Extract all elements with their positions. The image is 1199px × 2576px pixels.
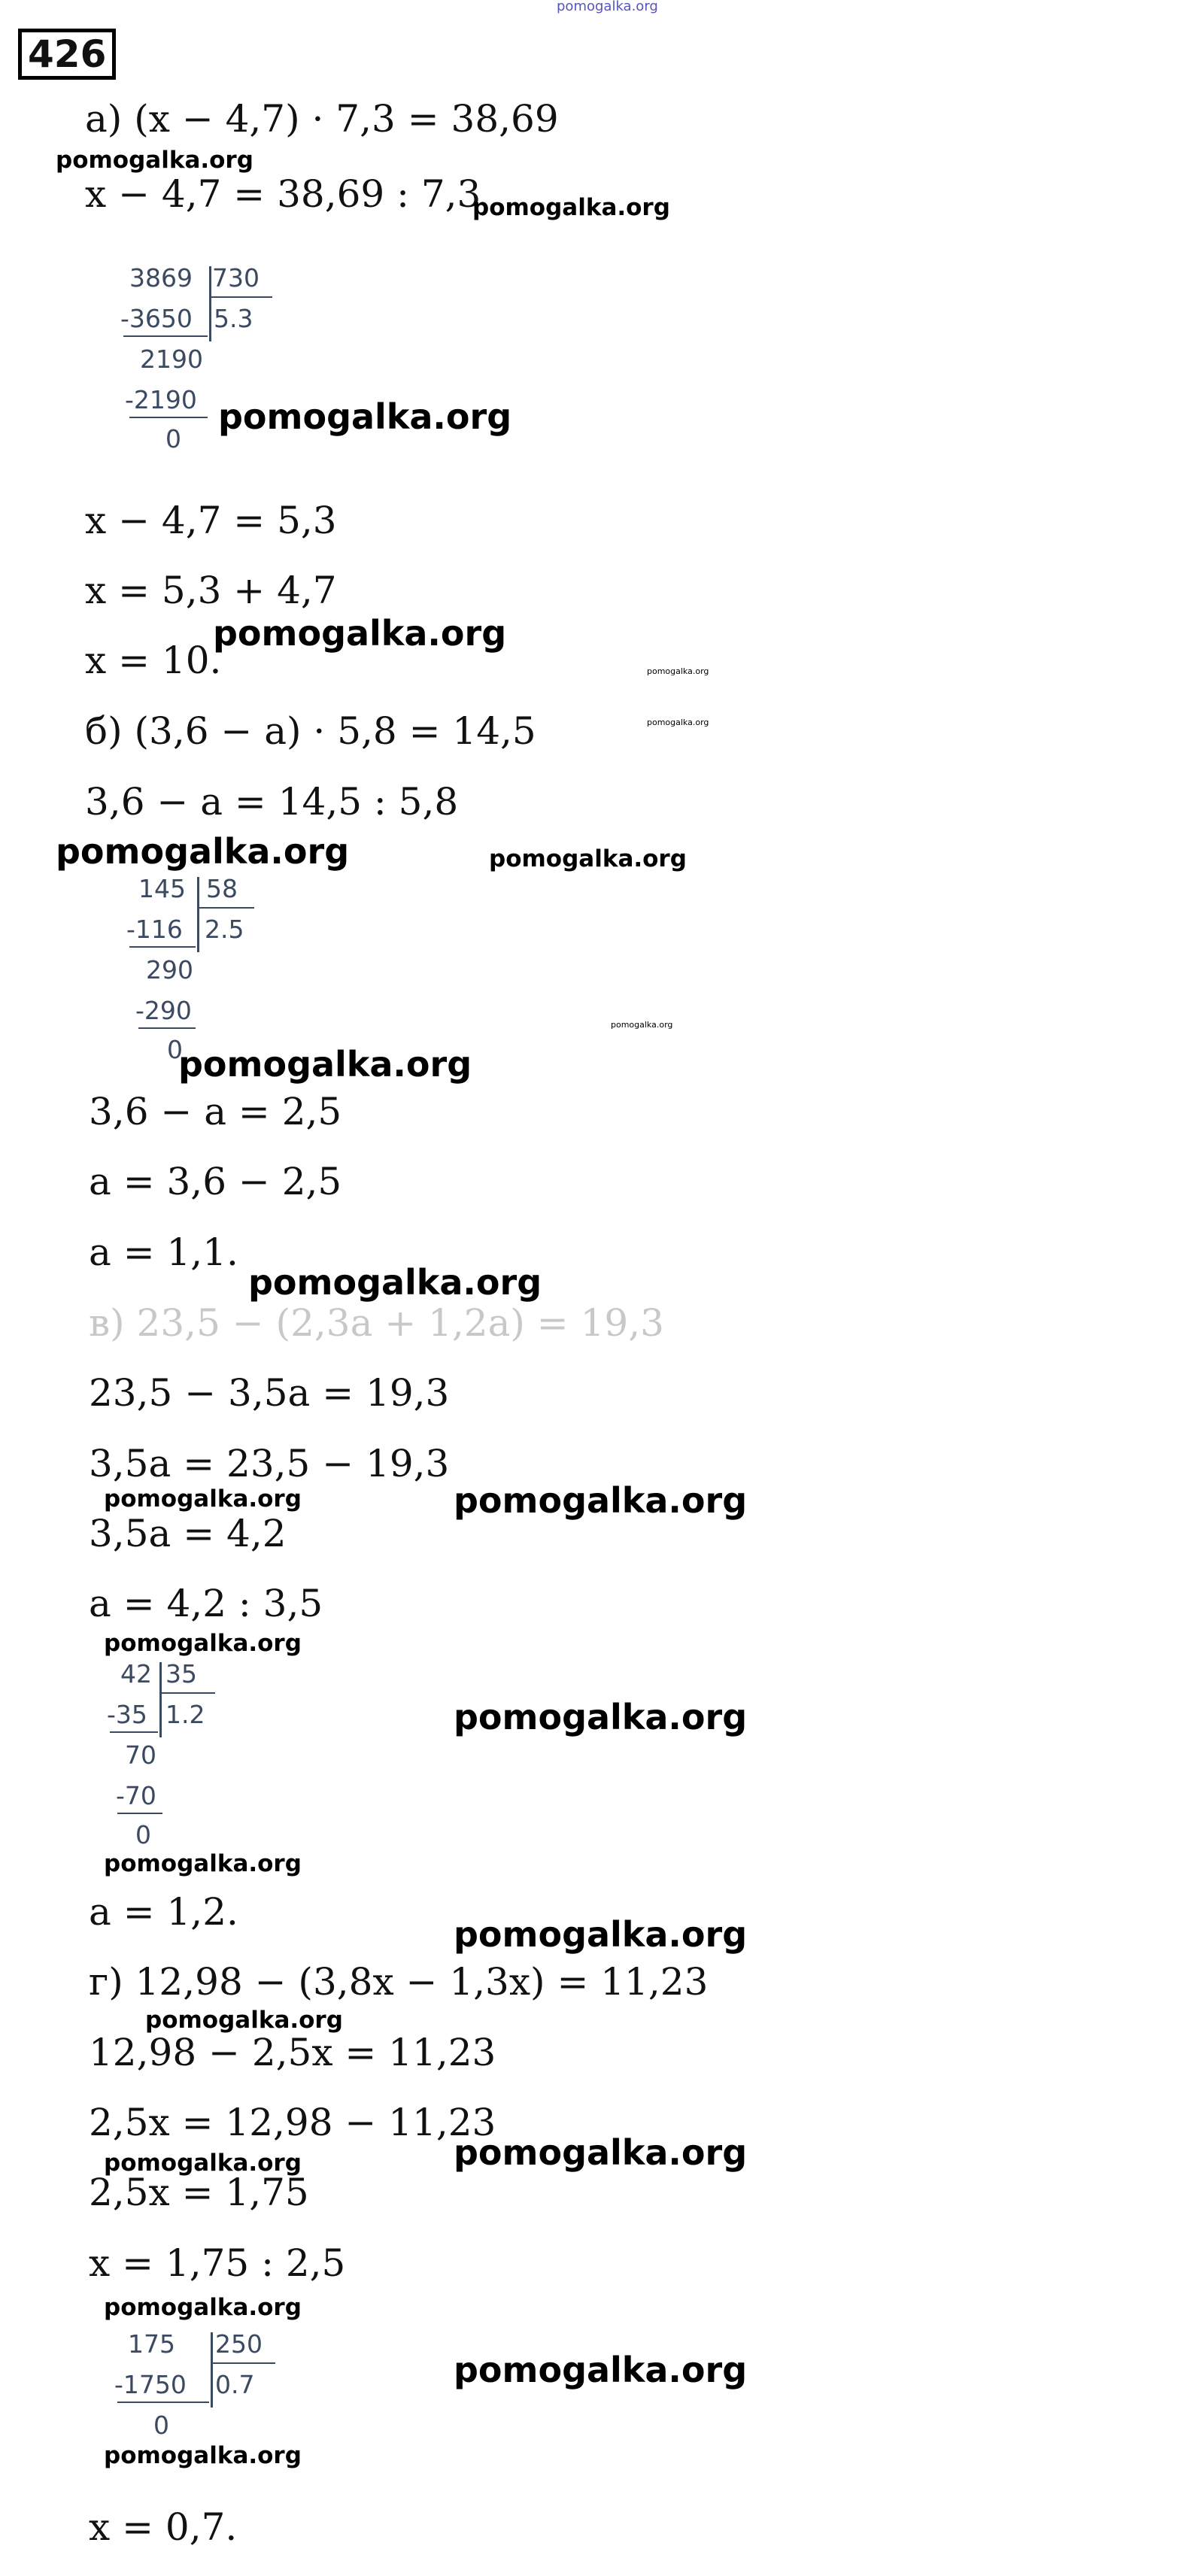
equation-a-4: x = 5,3 + 4,7 xyxy=(85,569,337,612)
watermark: pomogalka.org xyxy=(104,1850,302,1877)
long-division-b xyxy=(126,874,277,1070)
equation-b-3: 3,6 − a = 2,5 xyxy=(89,1090,342,1133)
equation-d-3: 2,5x = 12,98 − 11,23 xyxy=(89,2101,496,2144)
equation-c-5: a = 4,2 : 3,5 xyxy=(89,1582,323,1625)
subtrahend-2: -70 xyxy=(116,1781,156,1810)
quotient: 2.5 xyxy=(205,915,244,944)
watermark: pomogalka.org xyxy=(104,2442,302,2469)
divisor: 58 xyxy=(206,874,238,903)
remainder-2: 0 xyxy=(165,424,181,454)
watermark: pomogalka.org xyxy=(104,1485,302,1513)
equation-d-6: x = 0,7. xyxy=(89,2505,238,2549)
equation-d-4: 2,5x = 1,75 xyxy=(89,2171,309,2214)
equation-a-2: x − 4,7 = 38,69 : 7,3 xyxy=(85,172,481,216)
equation-b-1-expr: (3,6 − a) · 5,8 = 14,5 xyxy=(134,709,536,753)
subtrahend-1: -3650 xyxy=(120,304,193,333)
equation-c-3: 3,5a = 23,5 − 19,3 xyxy=(89,1442,450,1485)
watermark: pomogalka.org xyxy=(454,1480,748,1521)
equation-a-3: x − 4,7 = 5,3 xyxy=(85,499,337,542)
subtrahend-2: -2190 xyxy=(125,385,197,414)
equation-d-1-expr: 12,98 − (3,8x − 1,3x) = 11,23 xyxy=(135,1960,709,2004)
top-watermark: pomogalka.org xyxy=(557,0,658,14)
watermark: pomogalka.org xyxy=(218,396,512,437)
watermark: pomogalka.org xyxy=(104,2294,302,2321)
equation-a-5: x = 10. xyxy=(85,639,222,682)
long-division-c xyxy=(107,1659,257,1855)
remainder-1: 2190 xyxy=(140,344,203,374)
remainder-1: 70 xyxy=(125,1740,156,1770)
equation-c-6: a = 1,2. xyxy=(89,1890,238,1934)
equation-a-1 xyxy=(85,96,559,141)
subtrahend-1: -1750 xyxy=(114,2370,187,2399)
problem-number: 426 xyxy=(18,29,116,80)
dividend: 175 xyxy=(128,2329,175,2359)
dividend: 145 xyxy=(138,874,186,903)
part-label-b: б) xyxy=(85,709,135,753)
remainder-1: 290 xyxy=(146,955,193,985)
quotient: 0.7 xyxy=(215,2370,255,2399)
watermark: pomogalka.org xyxy=(454,2350,748,2390)
watermark: pomogalka.org xyxy=(611,1020,673,1030)
watermark: pomogalka.org xyxy=(454,1697,748,1737)
quotient: 1.2 xyxy=(165,1700,205,1729)
watermark: pomogalka.org xyxy=(104,2150,302,2177)
remainder-1: 0 xyxy=(153,2411,169,2440)
watermark: pomogalka.org xyxy=(145,2007,343,2034)
watermark: pomogalka.org xyxy=(472,194,670,221)
quotient: 5.3 xyxy=(214,304,253,333)
equation-b-4: a = 3,6 − 2,5 xyxy=(89,1160,342,1203)
watermark: pomogalka.org xyxy=(213,613,507,654)
divisor: 35 xyxy=(165,1659,197,1689)
watermark: pomogalka.org xyxy=(56,831,350,872)
subtrahend-1: -35 xyxy=(107,1700,147,1729)
watermark: pomogalka.org xyxy=(489,845,687,872)
part-label-a: а) xyxy=(85,97,135,141)
watermark: pomogalka.org xyxy=(104,1630,302,1657)
divisor: 250 xyxy=(215,2329,263,2359)
divisor: 730 xyxy=(212,263,260,293)
equation-c-1: в) 23,5 − (2,3a + 1,2a) = 19,3 xyxy=(89,1301,664,1345)
watermark: pomogalka.org xyxy=(454,1914,748,1955)
equation-b-5: a = 1,1. xyxy=(89,1230,238,1274)
equation-c-2: 23,5 − 3,5a = 19,3 xyxy=(89,1371,450,1415)
watermark: pomogalka.org xyxy=(178,1044,472,1085)
watermark: pomogalka.org xyxy=(647,718,709,727)
dividend: 3869 xyxy=(129,263,193,293)
equation-c-4: 3,5a = 4,2 xyxy=(89,1512,287,1555)
subtrahend-1: -116 xyxy=(126,915,183,944)
watermark: pomogalka.org xyxy=(647,666,709,676)
equation-b-2: 3,6 − a = 14,5 : 5,8 xyxy=(85,780,459,824)
subtrahend-2: -290 xyxy=(135,996,192,1025)
equation-d-2: 12,98 − 2,5x = 11,23 xyxy=(89,2031,496,2074)
part-label-d: г) xyxy=(89,1960,135,2004)
watermark: pomogalka.org xyxy=(248,1262,542,1303)
watermark: pomogalka.org xyxy=(56,147,253,174)
watermark: pomogalka.org xyxy=(454,2132,748,2173)
dividend: 42 xyxy=(120,1659,152,1689)
long-division-d xyxy=(114,2329,295,2450)
equation-a-1-expr: (x − 4,7) · 7,3 = 38,69 xyxy=(134,97,559,141)
remainder-2: 0 xyxy=(167,1035,183,1064)
equation-b-1 xyxy=(85,708,536,754)
equation-d-1 xyxy=(89,1959,708,2004)
remainder-2: 0 xyxy=(135,1820,151,1849)
equation-d-5: x = 1,75 : 2,5 xyxy=(89,2241,346,2285)
